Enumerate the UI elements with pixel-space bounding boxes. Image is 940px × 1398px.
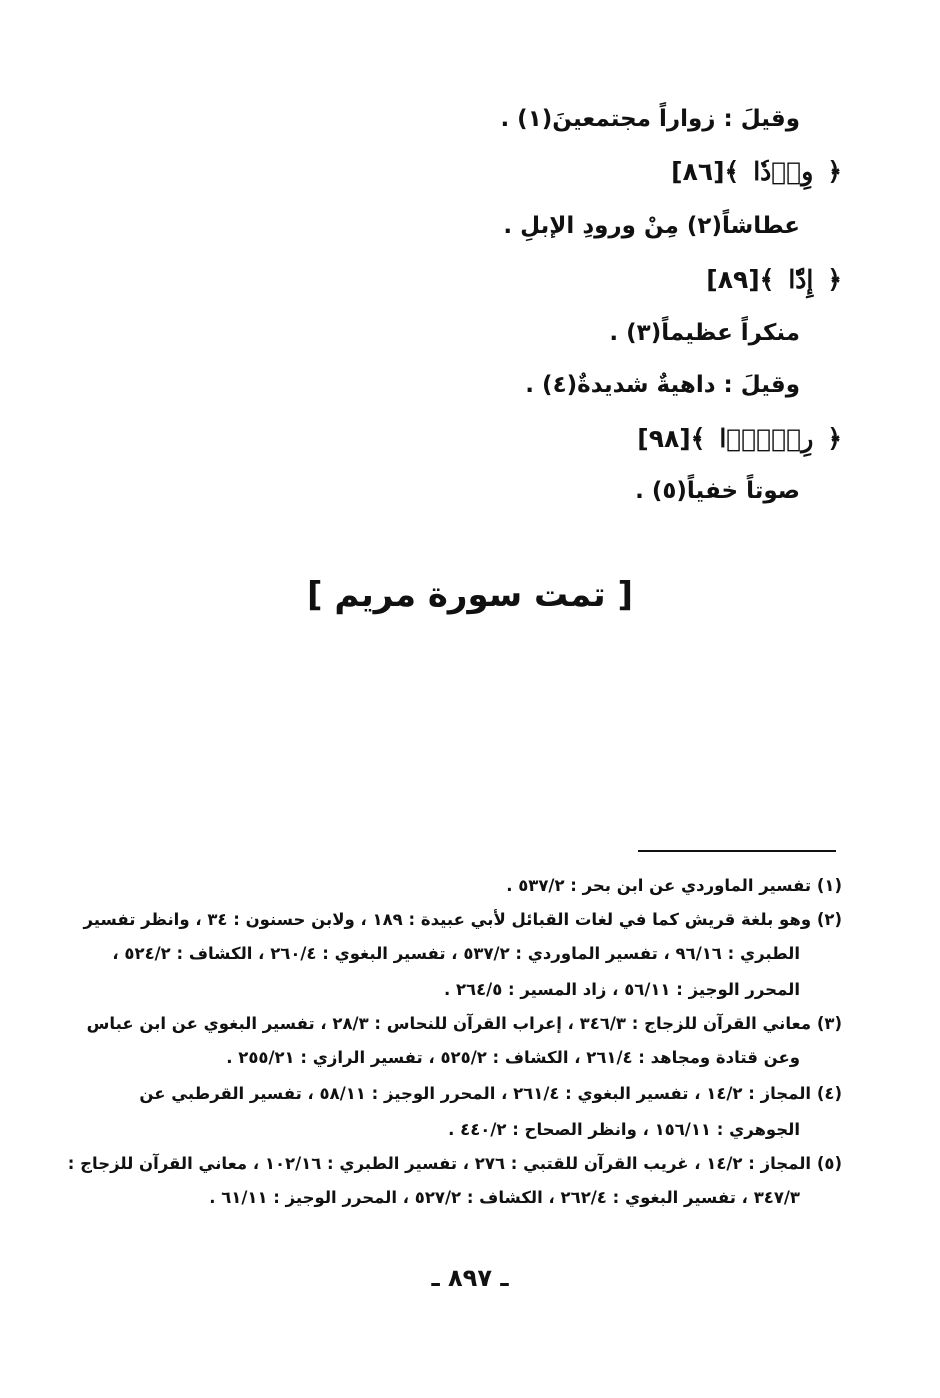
footnote-5-cont: ٣٤٧/٣ ، تفسير البغوي : ٢٦٢/٤ ، الكشاف : ٥٢٧/٢ ، المحرر الوجيز : ٦١/١١ . bbox=[209, 1188, 800, 1207]
gloss-line-4: وقيلَ : داهيةٌ شديدةٌ(٤) . bbox=[525, 372, 800, 398]
quranic-word: وِرۡدٗا bbox=[753, 157, 814, 186]
verse-word-86 bbox=[671, 157, 842, 186]
ornate-bracket-open: ﴿ bbox=[827, 265, 842, 294]
footnote-3: (٣) معاني القرآن للزجاج : ٣٤٦/٣ ، إعراب القرآن للنحاس : ٢٨/٣ ، تفسير البغوي عن ابن عباس bbox=[86, 1014, 842, 1033]
quranic-word: إِدّٗا bbox=[788, 265, 814, 294]
verse-number: [٨٦] bbox=[671, 157, 725, 186]
ornate-bracket-close: ﴾ bbox=[759, 265, 775, 294]
ornate-bracket-close: ﴾ bbox=[724, 157, 740, 186]
footnote-5: (٥) المجاز : ١٤/٢ ، غريب القرآن للقتبي : ٢٧٦ ، تفسير الطبري : ١٠٢/١٦ ، معاني القرآن للزجاج : bbox=[67, 1154, 842, 1173]
verse-word-98 bbox=[637, 424, 842, 453]
ornate-bracket-open: ﴿ bbox=[827, 157, 842, 186]
gloss-line-5: صوتاً خفياً(٥) . bbox=[635, 478, 800, 504]
verse-word-89 bbox=[706, 265, 842, 294]
footnote-2: (٢) وهو بلغة قريش كما في لغات القبائل لأبي عبيدة : ١٨٩ ، ولابن حسنون : ٣٤ ، وانظر تفسير bbox=[83, 910, 842, 929]
gloss-line-2: عطاشاً(٢) مِنْ ورودِ الإبلِ . bbox=[503, 213, 800, 239]
ornate-bracket-close: ﴾ bbox=[690, 424, 706, 453]
verse-number: [٨٩] bbox=[706, 265, 760, 294]
page-number: ـ ٨٩٧ ـ bbox=[431, 1264, 509, 1292]
footnote-2-cont-2: المحرر الوجيز : ٥٦/١١ ، زاد المسير : ٢٦٤/٥ . bbox=[443, 980, 800, 999]
quranic-word: رِكۡزَۢا bbox=[719, 424, 814, 453]
gloss-line-1: وقيلَ : زواراً مجتمعينَ(١) . bbox=[500, 106, 800, 132]
footnote-1: (١) تفسير الماوردي عن ابن بحر : ٥٣٧/٢ . bbox=[506, 876, 842, 895]
footnote-separator bbox=[638, 850, 836, 852]
ornate-bracket-open: ﴿ bbox=[827, 424, 842, 453]
gloss-line-3: منكراً عظيماً(٣) . bbox=[609, 320, 800, 346]
footnote-3-cont: وعن قتادة ومجاهد : ٢٦١/٤ ، الكشاف : ٥٢٥/٢ ، تفسير الرازي : ٢٥٥/٢١ . bbox=[226, 1048, 800, 1067]
surah-closing-heading: [ تمت سورة مريم ] bbox=[306, 575, 633, 615]
footnote-4-cont: الجوهري : ١٥٦/١١ ، وانظر الصحاح : ٤٤٠/٢ . bbox=[448, 1120, 800, 1139]
footnote-4: (٤) المجاز : ١٤/٢ ، تفسير البغوي : ٢٦١/٤ ، المحرر الوجيز : ٥٨/١١ ، تفسير القرطبي عن bbox=[139, 1084, 842, 1103]
verse-number: [٩٨] bbox=[637, 424, 691, 453]
footnote-2-cont-1: الطبري : ٩٦/١٦ ، تفسير الماوردي : ٥٣٧/٢ ، تفسير البغوي : ٢٦٠/٤ ، الكشاف : ٥٢٤/٢ ، bbox=[112, 944, 800, 963]
